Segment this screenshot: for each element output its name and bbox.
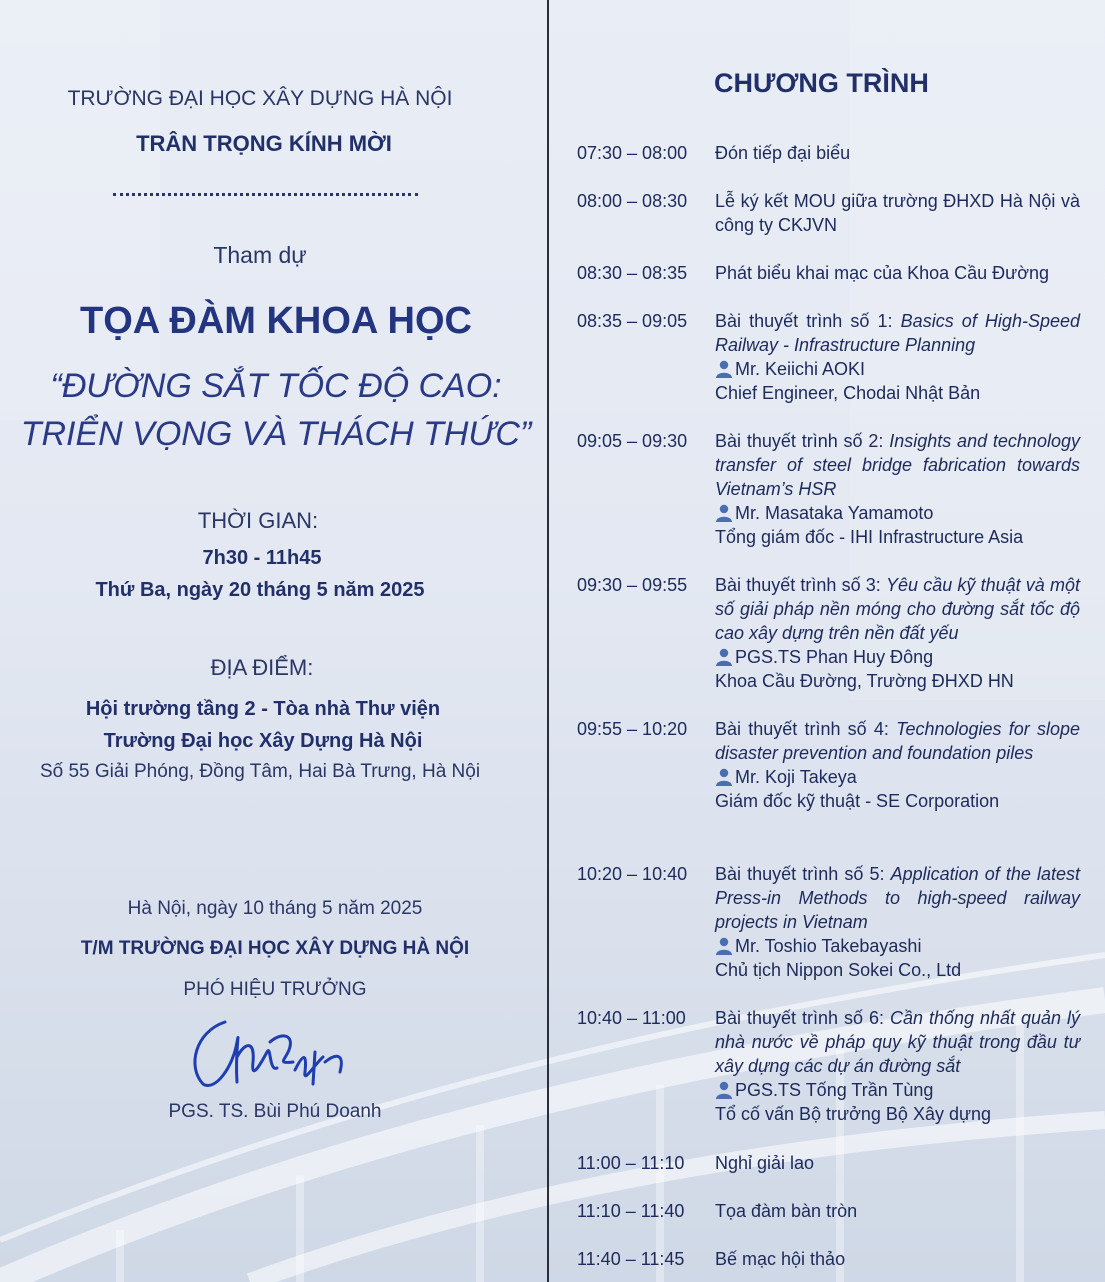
speaker-affiliation: Tổ cố vấn Bộ trưởng Bộ Xây dựng [715, 1104, 992, 1124]
agenda-time: 07:30 – 08:00 [577, 143, 688, 163]
speaker-affiliation: Chủ tịch Nippon Sokei Co., Ltd [715, 960, 962, 980]
speaker-affiliation: Tổng giám đốc - IHI Infrastructure Asia [715, 527, 1024, 547]
speaker-name: Mr. Toshio Takebayashi [735, 936, 922, 956]
dotted-divider [113, 193, 418, 196]
time-heading: THỜI GIAN: [197, 508, 319, 533]
speaker-name: Mr. Keiichi AOKI [735, 359, 866, 379]
agenda-description: Tọa đàm bàn tròn [715, 1201, 858, 1221]
speaker-line [715, 501, 1080, 525]
agenda-description: Phát biểu khai mạc của Khoa Cầu Đường [715, 263, 1050, 283]
agenda-time: 09:55 – 10:20 [577, 719, 688, 739]
venue-address: Số 55 Giải Phóng, Đồng Tâm, Hai Bà Trưng, Hà Nội [39, 761, 481, 782]
agenda-description [715, 1006, 1080, 1126]
event-title: TỌA ĐÀM KHOA HỌC [80, 300, 472, 342]
talk-title: Basics of High-Speed Railway - Infrastructure Planning [715, 311, 1080, 355]
agenda-time: 10:20 – 10:40 [577, 864, 688, 884]
agenda-time: 10:40 – 11:00 [577, 1008, 686, 1028]
talk-title: Cần thống nhất quản lý nhà nước về pháp quy kỹ thuật trong đầu tư xây dựng các dự án đường sắt [715, 1008, 1080, 1076]
person-icon [715, 1081, 733, 1099]
agenda-description: Nghỉ giải lao [715, 1153, 815, 1173]
agenda-time: 09:30 – 09:55 [577, 575, 688, 595]
program-title: CHƯƠNG TRÌNH [714, 68, 929, 98]
talk-prefix: Bài thuyết trình số 5: [715, 864, 891, 884]
agenda-time: 11:10 – 11:40 [577, 1201, 685, 1221]
talk-prefix: Bài thuyết trình số 6: [715, 1008, 890, 1028]
speaker-line [715, 765, 1080, 789]
speaker-line [715, 357, 1080, 381]
signer-role: PHÓ HIỆU TRƯỞNG [183, 979, 367, 1000]
talk-prefix: Bài thuyết trình số 1: [715, 311, 901, 331]
event-subtitle [0, 362, 552, 458]
speaker-line [715, 1078, 1080, 1102]
agenda-time: 11:00 – 11:10 [577, 1153, 685, 1173]
column-divider [547, 0, 549, 1282]
agenda-description [715, 309, 1080, 405]
speaker-line [715, 934, 1080, 958]
agenda-description: Bế mạc hội thảo [715, 1249, 846, 1269]
talk-title: Technologies for slope disaster prevention and foundation piles [715, 719, 1080, 763]
speaker-affiliation: Khoa Cầu Đường, Trường ĐHXD HN [715, 671, 1014, 691]
talk-title: Insights and technology transfer of steel bridge fabrication towards Vietnam’s HSR [715, 431, 1080, 499]
venue-line-2: Trường Đại học Xây Dựng Hà Nội [103, 730, 423, 752]
agenda-description [715, 429, 1080, 549]
agenda-time: 11:40 – 11:45 [577, 1249, 685, 1269]
agenda-time: 08:30 – 08:35 [577, 263, 688, 283]
speaker-name: PGS.TS Phan Huy Đông [735, 647, 934, 667]
person-icon [715, 768, 733, 786]
venue-heading: ĐỊA ĐIỂM: [210, 655, 314, 680]
speaker-line [715, 645, 1080, 669]
person-icon [715, 360, 733, 378]
event-subtitle-line-2: TRIỂN VỌNG VÀ THÁCH THỨC” [20, 415, 532, 453]
issue-place-date: Hà Nội, ngày 10 tháng 5 năm 2025 [127, 898, 423, 919]
event-subtitle-line-1: “ĐƯỜNG SẮT TỐC ĐỘ CAO: [50, 367, 502, 405]
agenda-description: Lễ ký kết MOU giữa trường ĐHXD Hà Nội và công ty CKJVN [715, 191, 1080, 235]
on-behalf-of: T/M TRƯỜNG ĐẠI HỌC XÂY DỰNG HÀ NỘI [80, 938, 470, 959]
invitation-left-column [0, 0, 548, 1282]
university-name: TRƯỜNG ĐẠI HỌC XÂY DỰNG HÀ NỘI [67, 87, 453, 110]
time-value: 7h30 - 11h45 [202, 547, 322, 569]
speaker-affiliation: Chief Engineer, Chodai Nhật Bản [715, 383, 981, 403]
speaker-name: Mr. Masataka Yamamoto [735, 503, 934, 523]
agenda-time: 09:05 – 09:30 [577, 431, 688, 451]
agenda-description [715, 717, 1080, 813]
signature-image [185, 1012, 355, 1094]
venue-line-1: Hội trường tầng 2 - Tòa nhà Thư viện [85, 698, 441, 720]
person-icon [715, 648, 733, 666]
talk-title: Yêu cầu kỹ thuật và một số giải pháp nền móng cho đường sắt tốc độ cao xây dựng trên nền đất yếu [715, 575, 1080, 643]
agenda-time: 08:35 – 09:05 [577, 311, 688, 331]
speaker-name: PGS.TS Tống Trần Tùng [735, 1080, 934, 1100]
speaker-affiliation: Giám đốc kỹ thuật - SE Corporation [715, 791, 1000, 811]
talk-title: Application of the latest Press-in Methods to high-speed railway projects in Vietnam [715, 864, 1080, 932]
invite-heading: TRÂN TRỌNG KÍNH MỜI [136, 131, 392, 156]
agenda-description [715, 573, 1080, 693]
talk-prefix: Bài thuyết trình số 2: [715, 431, 890, 451]
agenda-description: Đón tiếp đại biểu [715, 143, 851, 163]
person-icon [715, 937, 733, 955]
talk-prefix: Bài thuyết trình số 3: [715, 575, 886, 595]
date-value: Thứ Ba, ngày 20 tháng 5 năm 2025 [95, 579, 425, 601]
agenda-time: 08:00 – 08:30 [577, 191, 688, 211]
speaker-name: Mr. Koji Takeya [735, 767, 857, 787]
talk-prefix: Bài thuyết trình số 4: [715, 719, 897, 739]
attend-label: Tham dự [213, 242, 307, 268]
signer-name: PGS. TS. Bùi Phú Doanh [168, 1101, 382, 1122]
agenda-description [715, 862, 1080, 982]
person-icon [715, 504, 733, 522]
